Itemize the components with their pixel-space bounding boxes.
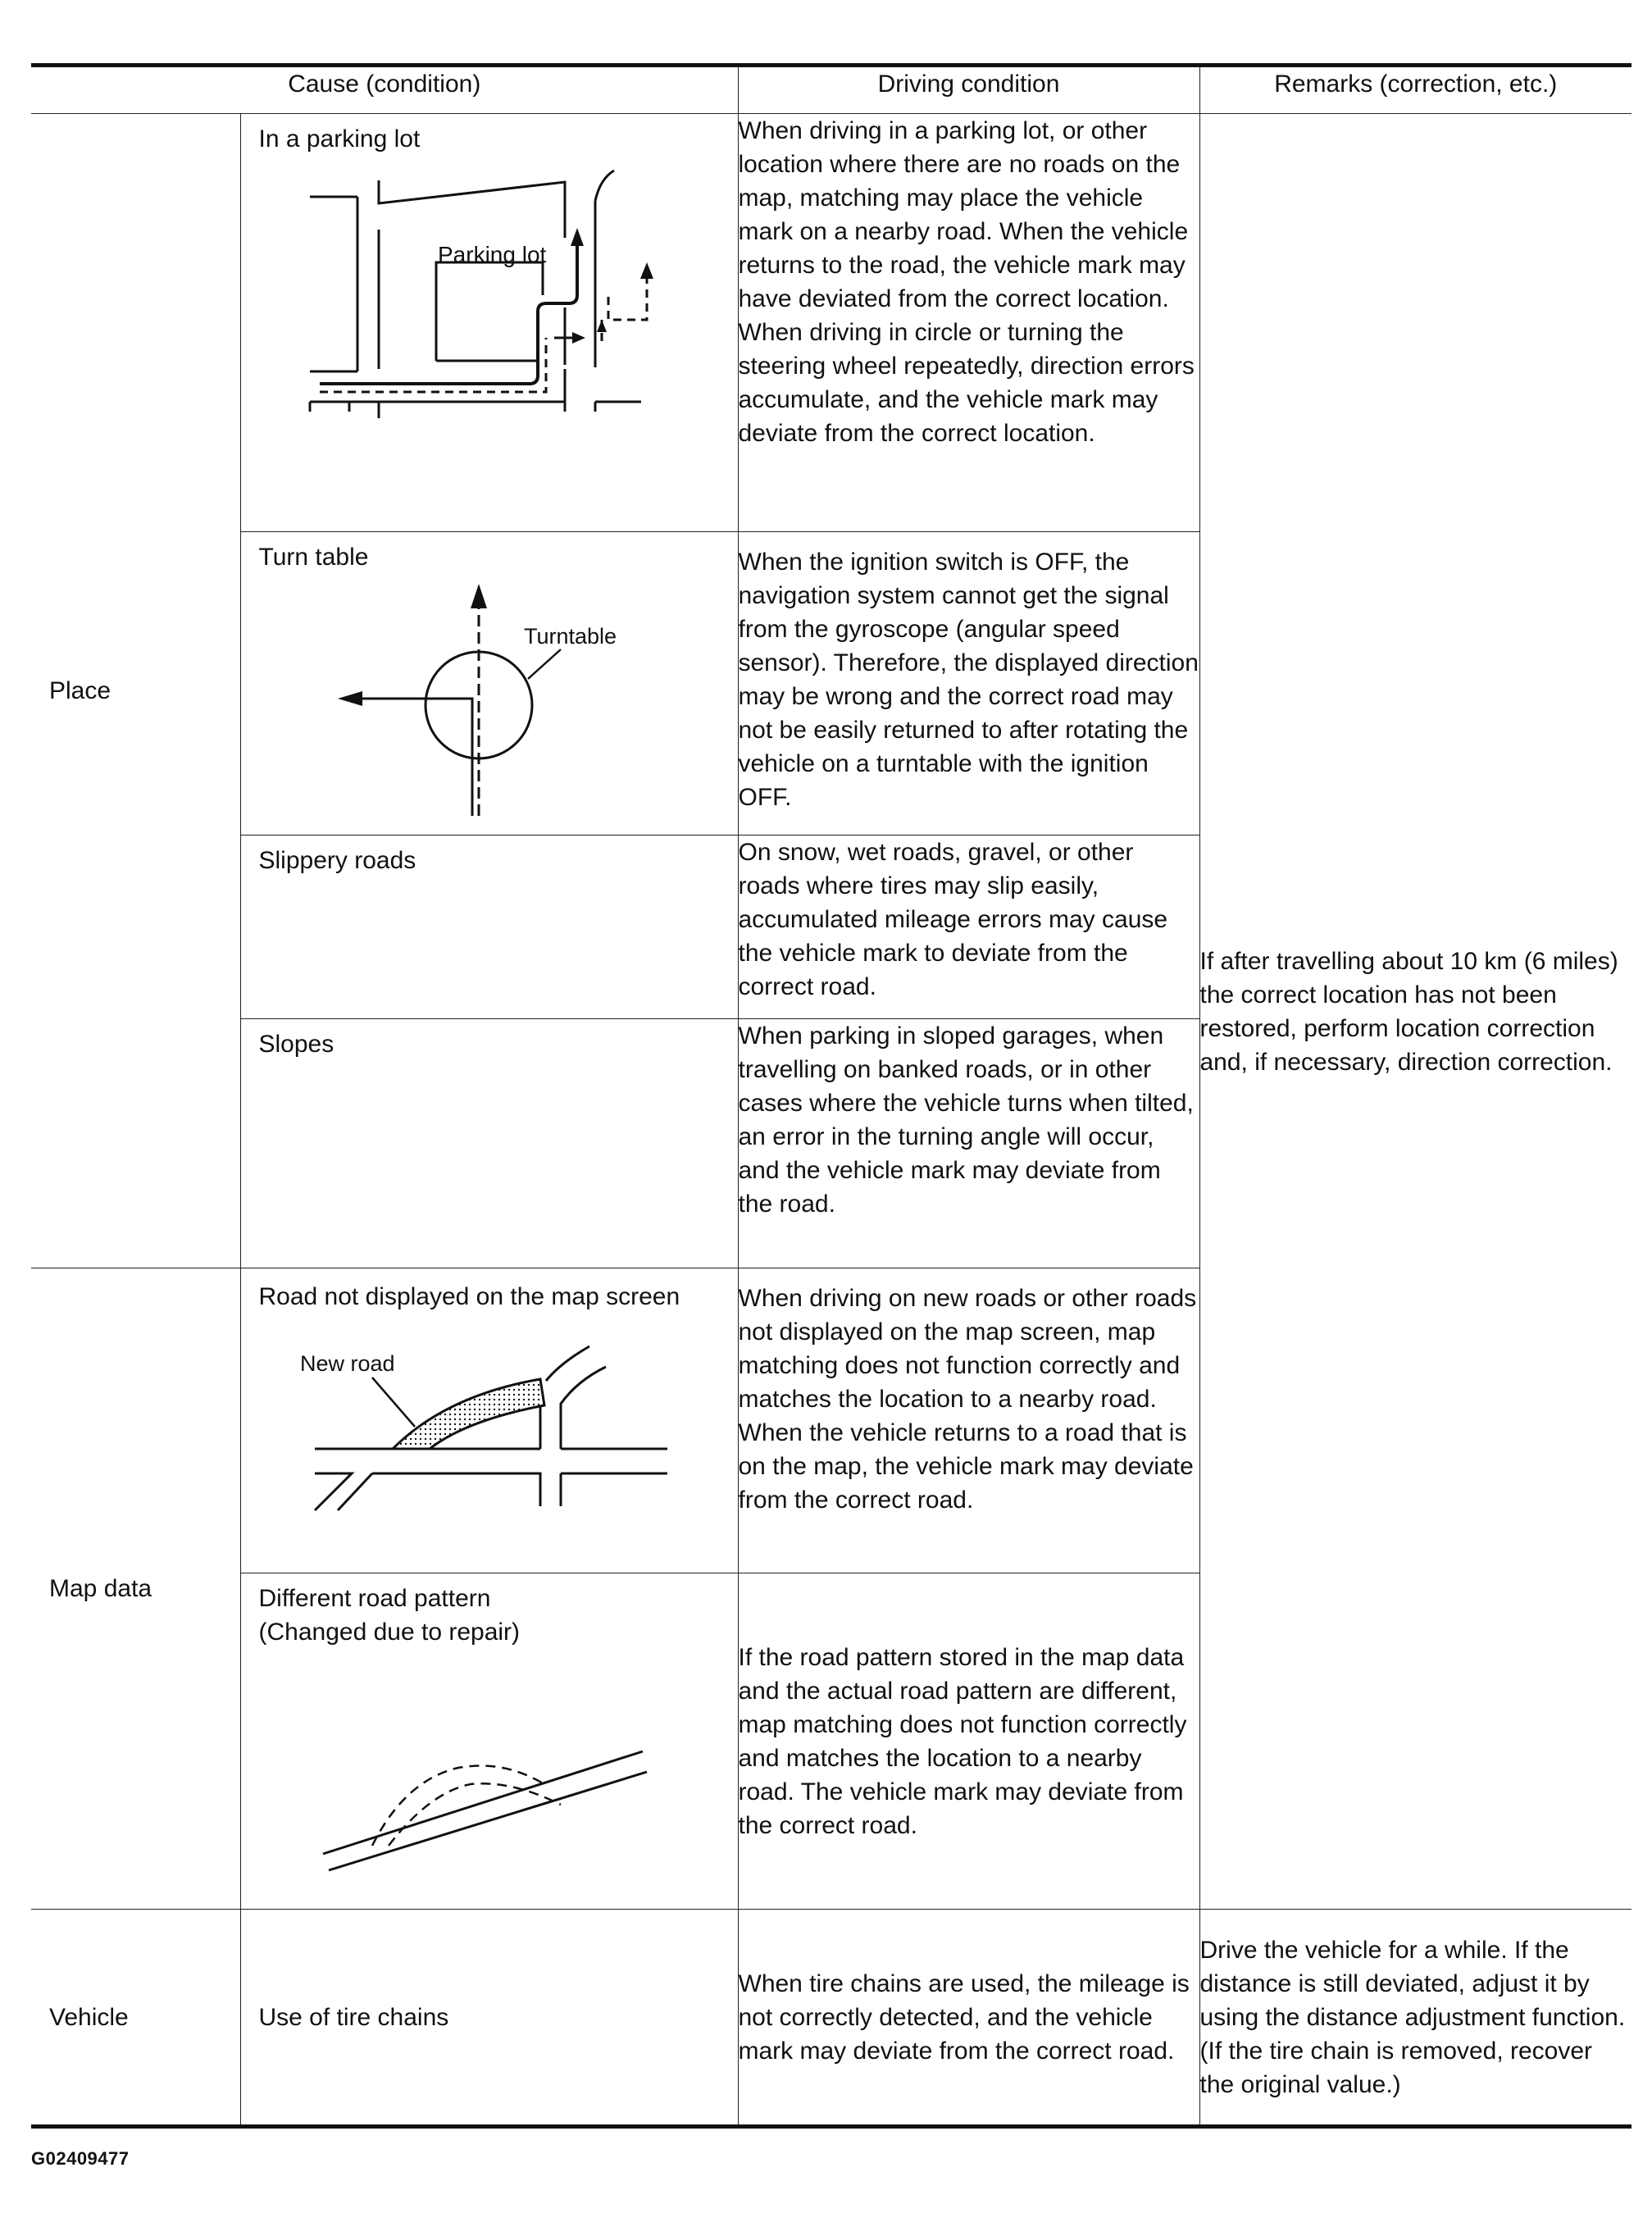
turntable-label: Turntable [523,624,617,649]
cause-cell [240,1019,738,1268]
turntable-illustration [241,574,733,820]
condition-text: When the ignition switch is OFF, the navigation system cannot get the signal from the gyroscope (angular speed sensor). Therefore, the displayed direction may be wrong and the correct road may not be easily returned to after rotating the vehicle on a turntable with the ignition OFF. [738,532,1199,836]
cause-cell [240,114,738,532]
cause-cell [240,1910,738,2127]
cause-label-line1: Different road pattern [258,1585,491,1612]
cause-label: Slopes [258,1031,334,1058]
header-driving-condition: Driving condition [738,66,1199,114]
condition-text: If the road pattern stored in the map data and the actual road pattern are different, map matching does not function correctly and matches the location to a nearby road. The vehicle mark may deviate from the correct road. [738,1573,1199,1910]
cause-label: Use of tire chains [258,2003,449,2031]
cause-label: Road not displayed on the map screen [258,1283,680,1310]
condition-text: When parking in sloped garages, when travelling on banked roads, or in other cases where the vehicle turns when tilted, an error in the turning angle will occur, and the vehicle mark may deviate from the road. [738,1019,1199,1268]
condition-text: When driving on new roads or other roads not displayed on the map screen, map matching does not function correctly and matches the location to a nearby road. When the vehicle returns to a road that is on the map, the vehicle mark may deviate from the correct road. [738,1268,1199,1573]
troubleshooting-table [31,63,1632,2129]
condition-text: When tire chains are used, the mileage is not correctly detected, and the vehicle mark may deviate from the correct road. [738,1910,1199,2127]
cause-label: Turn table [258,544,369,571]
parking-lot-label: Parking lot [437,242,546,267]
cause-cell [240,836,738,1019]
table-row [31,114,1632,532]
category-place: Place [31,114,240,1268]
header-row [31,66,1632,114]
header-remarks: Remarks (correction, etc.) [1199,66,1632,114]
cause-label-line2: (Changed due to repair) [258,1619,521,1646]
new-road-illustration [241,1314,733,1560]
cause-label: In a parking lot [258,125,421,153]
condition-text: On snow, wet roads, gravel, or other roads where tires may slip easily, accumulated mileage errors may cause the vehicle mark to deviate from the correct road. [738,836,1199,1019]
cause-cell [240,532,738,836]
remarks-vehicle: Drive the vehicle for a while. If the distance is still deviated, adjust it by using the distance adjustment function. (If the tire chain is removed, recover the original value.) [1199,1910,1632,2127]
header-cause: Cause (condition) [31,66,738,114]
road-pattern-illustration [241,1649,733,1887]
condition-text: When driving in a parking lot, or other location where there are no roads on the map, matching may place the vehicle mark on a nearby road. When the vehicle returns to the road, the vehicle mark may have deviated from the correct location. When driving in circle or turning the steering wheel repeatedly, direction errors accumulate, and the vehicle mark may deviate from the correct location. [738,114,1199,532]
remarks-shared: If after travelling about 10 km (6 miles) the correct location has not been restored, perform location correction and, if necessary, direction correction. [1199,114,1632,1910]
table-row [31,1910,1632,2127]
category-vehicle: Vehicle [31,1910,240,2127]
category-map-data: Map data [31,1268,240,1910]
cause-label: Slippery roads [258,847,416,874]
cause-cell [240,1573,738,1910]
cause-cell [240,1268,738,1573]
new-road-label: New road [299,1351,395,1376]
figure-code: G02409477 [31,2148,130,2169]
parking-lot-illustration [241,156,733,418]
